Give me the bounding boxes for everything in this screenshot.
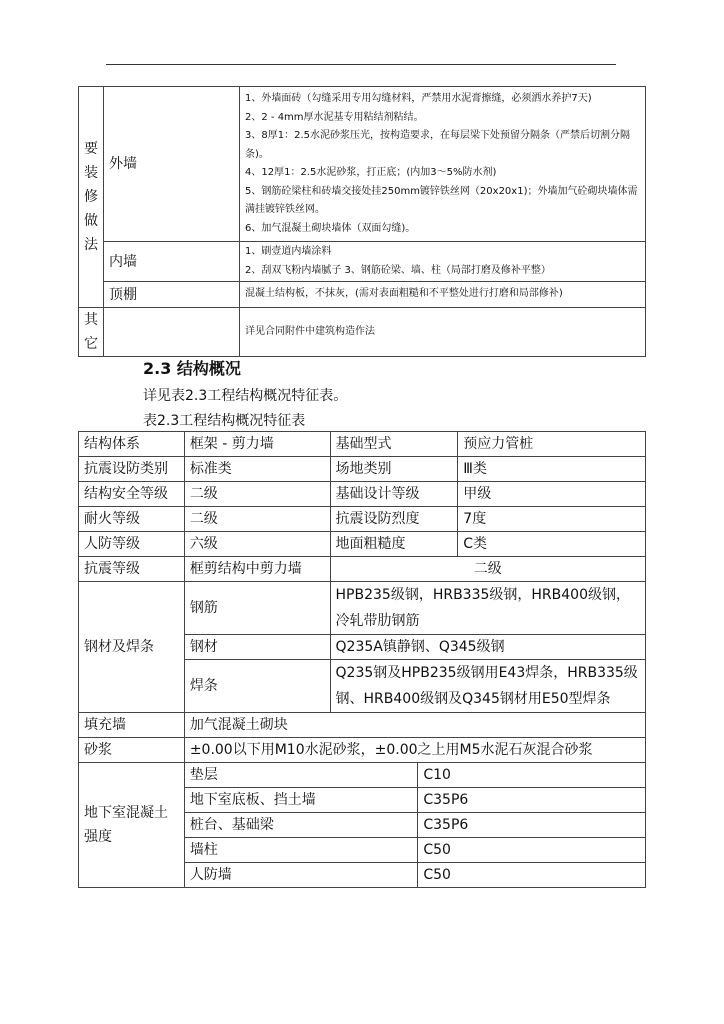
table-row [79, 582, 646, 635]
table-cell: 预应力管桩 [458, 432, 646, 457]
table-row [79, 482, 646, 507]
table-cell: 桩台、基础梁 [184, 813, 418, 838]
table-cell: 加气混凝土砌块 [184, 713, 645, 738]
table-cell: 地下室底板、挡土墙 [184, 788, 418, 813]
section-intro: 详见表2.3工程结构概况特征表。 [143, 388, 348, 404]
table-cell: 墙柱 [184, 838, 418, 863]
table-cell: 标准类 [184, 457, 330, 482]
table-cell: 场地类别 [330, 457, 458, 482]
table-row [79, 763, 646, 788]
table-cell: 抗震设防烈度 [330, 507, 458, 532]
table-cell: Q235钢及HPB235级钢用E43焊条，HRB335级钢、HRB400级钢及Q345钢材用E50型焊条 [330, 660, 645, 713]
table-cell: 结构体系 [79, 432, 185, 457]
table-cell: C50 [418, 863, 646, 888]
table-cell: Ⅲ类 [458, 457, 646, 482]
table-cell: 二级 [330, 557, 645, 582]
decor-row-name: 内墙 [104, 242, 240, 282]
table-cell: 砂浆 [79, 738, 185, 763]
table-cell: C类 [458, 532, 646, 557]
table-cell: 框剪结构中剪力墙 [184, 557, 330, 582]
table-row [79, 532, 646, 557]
table-cell: 结构安全等级 [79, 482, 185, 507]
table-caption: 表2.3工程结构概况特征表 [143, 413, 306, 429]
table-cell: 基础设计等级 [330, 482, 458, 507]
decor-row-desc: 混凝土结构板，不抹灰，(需对表面粗糙和不平整处进行打磨和局部修补) [240, 282, 646, 308]
table-cell: 抗震设防类别 [79, 457, 185, 482]
table-cell: 地面粗糙度 [330, 532, 458, 557]
table-cell: 填充墙 [79, 713, 185, 738]
decoration-table [78, 86, 646, 357]
table-cell: C35P6 [418, 788, 646, 813]
table-row [79, 713, 646, 738]
table-cell: C50 [418, 838, 646, 863]
table-cell: 钢筋 [184, 582, 330, 635]
table-cell: 甲级 [458, 482, 646, 507]
table-cell: HPB235级钢，HRB335级钢，HRB400级钢，冷轧带肋钢筋 [330, 582, 645, 635]
table-cell: C35P6 [418, 813, 646, 838]
section-heading: 2.3 结构概况 [143, 359, 241, 378]
table-cell: 耐火等级 [79, 507, 185, 532]
decor-row-name: 顶棚 [104, 282, 240, 308]
other-desc: 详见合同附件中建筑构造作法 [240, 308, 646, 357]
table-row [79, 738, 646, 763]
steel-label: 钢材及焊条 [79, 582, 185, 713]
table-cell: 焊条 [184, 660, 330, 713]
table-cell: 垫层 [184, 763, 418, 788]
table-cell: 六级 [184, 532, 330, 557]
decor-row-name: 外墙 [104, 87, 240, 242]
other-category: 其它 [79, 308, 104, 357]
table-cell: 二级 [184, 507, 330, 532]
table-row [79, 507, 646, 532]
concrete-label: 地下室混凝土强度 [79, 763, 185, 888]
structure-table [78, 431, 646, 888]
table-cell: 钢材 [184, 635, 330, 660]
decor-row-desc: 1、外墙面砖（勾缝采用专用勾缝材料，严禁用水泥膏擦缝，必须洒水养护7天) 2、2 - 4mm厚水泥基专用粘结剂粘结。 3、8厚1：2.5水泥砂浆压光，按构造要求，在每层梁下处预留分隔条（严禁后切割分隔条)。 4、12厚1：2.5水泥砂浆，打正底；(内加3～5%防水剂) 5、钢筋砼梁柱和砖墙交接处挂250mm镀锌铁丝网（20x20x1)；外墙加气砼砌块墙体需满挂镀锌铁丝网。 6、加气混凝土砌块墙体（双面勾缝)。 [240, 87, 646, 242]
table-cell: C10 [418, 763, 646, 788]
other-empty-cell [104, 308, 240, 357]
table-cell: 框架 - 剪力墙 [184, 432, 330, 457]
table-cell: ±0.00以下用M10水泥砂浆，±0.00之上用M5水泥石灰混合砂浆 [184, 738, 645, 763]
table-cell: 人防等级 [79, 532, 185, 557]
table-cell: 抗震等级 [79, 557, 185, 582]
table-row [79, 432, 646, 457]
table-cell: 人防墙 [184, 863, 418, 888]
decor-row-desc: 1、刷壹道内墙涂料 2、刮双飞粉内墙腻子 3、钢筋砼梁、墙、柱（局部打磨及修补平整） [240, 242, 646, 282]
header-rule [106, 64, 616, 65]
table-cell: 二级 [184, 482, 330, 507]
table-cell: 7度 [458, 507, 646, 532]
table-row [79, 457, 646, 482]
table-row [79, 557, 646, 582]
decor-category: 要装修做法 [79, 87, 104, 308]
table-cell: Q235A镇静钢、Q345级钢 [330, 635, 645, 660]
table-cell: 基础型式 [330, 432, 458, 457]
